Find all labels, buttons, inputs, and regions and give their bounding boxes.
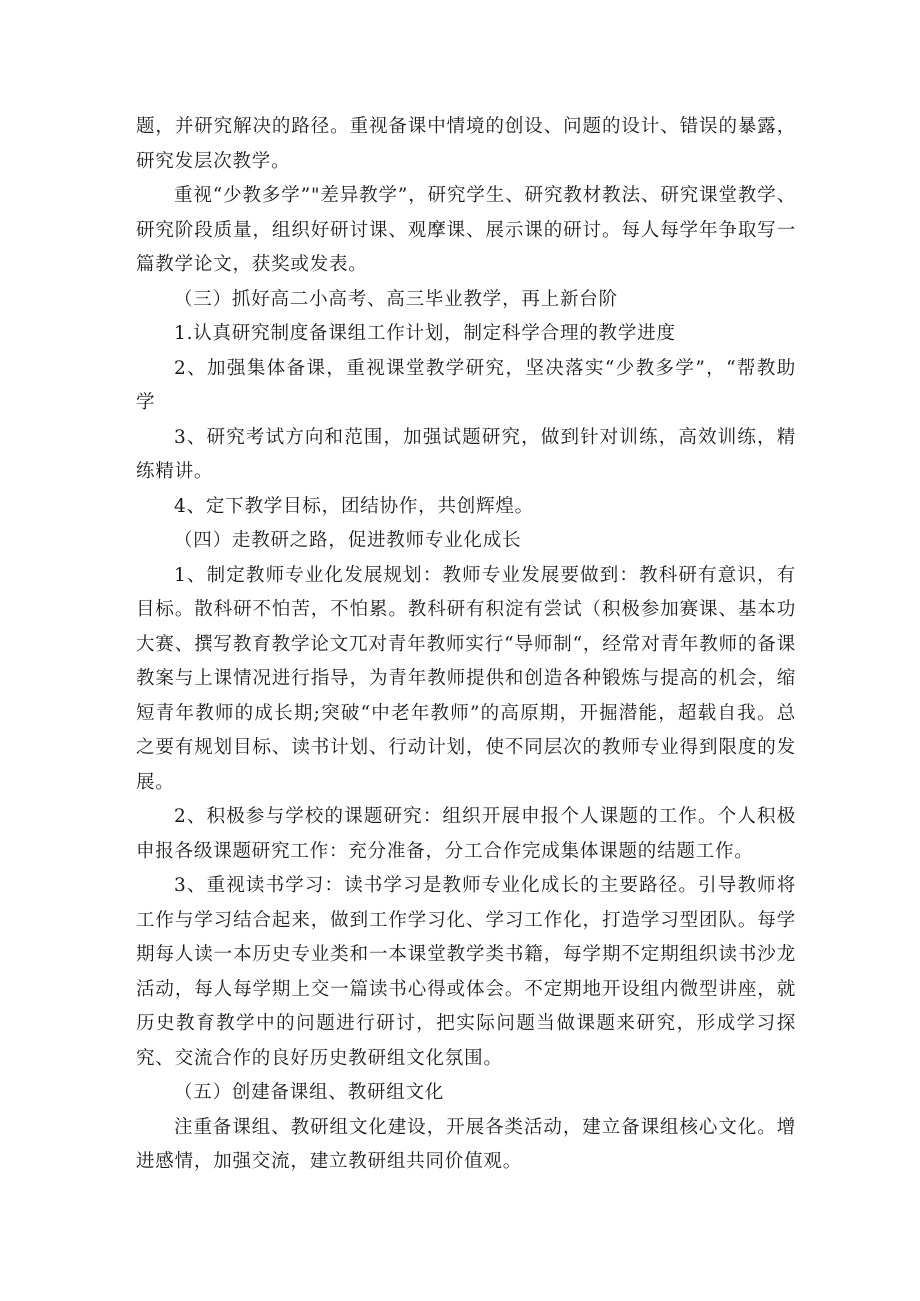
list-item-3-1: 1.认真研究制度备课组工作计划，制定科学合理的教学进度 bbox=[174, 323, 676, 344]
paragraph-teaching-research: 重视“少教多学”"差异教学”，研究学生、研究教材教法、研究课堂教学、研究阶段质量，组织好研讨课、观摩课、展示课的研讨。每人每学年争取写一篇教学论文，获奖或发表。 bbox=[136, 185, 796, 275]
paragraph-culture: 注重备课组、教研组文化建设，开展各类活动，建立备课组核心文化。增进感情，加强交流，建立教研组共同价值观。 bbox=[136, 1116, 796, 1172]
list-item-3-3: 3、研究考试方向和范围，加强试题研究，做到针对训练，高效训练，精练精讲。 bbox=[136, 426, 796, 482]
list-item-4-2: 2、积极参与学校的课题研究：组织开展申报个人课题的工作。个人积极申报各级课题研究工作：充分准备，分工合作完成集体课题的结题工作。 bbox=[136, 806, 796, 862]
paragraph-continuation: 题，并研究解决的路径。重视备课中情境的创设、问题的设计、错误的暴露，研究发层次教学。 bbox=[136, 116, 796, 172]
section-heading-4: （四）走教研之路，促进教师专业化成长 bbox=[174, 530, 522, 551]
list-item-3-4: 4、定下教学目标，团结协作，共创辉煌。 bbox=[174, 495, 534, 517]
list-item-3-2: 2、加强集体备课，重视课堂教学研究，坚决落实“少教多学”，“帮教助学 bbox=[136, 357, 796, 413]
section-heading-3: （三）抓好高二小高考、高三毕业教学，再上新台阶 bbox=[174, 288, 618, 310]
document-body bbox=[136, 110, 796, 1180]
list-item-4-3: 3、重视读书学习：读书学习是教师专业化成长的主要路径。引导教师将工作与学习结合起来，做到工作学习化、学习工作化，打造学习型团队。每学期每人读一本历史专业类和一本课堂教学类书籍，每学期不定期组织读书沙龙活动，每人每学期上交一篇读书心得或体会。不定期地开设组内微型讲座，就历史教育教学中的问题进行研讨，把实际问题当做课题来研究，形成学习探究、交流合作的良好历史教研组文化氛围。 bbox=[136, 875, 796, 1069]
section-heading-5: （五）创建备课组、教研组文化 bbox=[174, 1082, 445, 1103]
list-item-4-1: 1、制定教师专业化发展规划：教师专业发展要做到：教科研有意识，有目标。散科研不怕苦，不怕累。教科研有积淀有尝试（积极参加赛课、基本功大赛、撰写教育教学论文兀对青年教师实行“导师制“，经常对青年教师的备课教案与上课情况进行指导，为青年教师提供和创造各种锻炼与提高的机会，缩短青年教师的成长期;突破“中老年教师”的高原期，开掘潜能，超载自我。总之要有规划目标、读书计划、行动计划，使不同层次的教师专业得到限度的发展。 bbox=[136, 564, 796, 793]
